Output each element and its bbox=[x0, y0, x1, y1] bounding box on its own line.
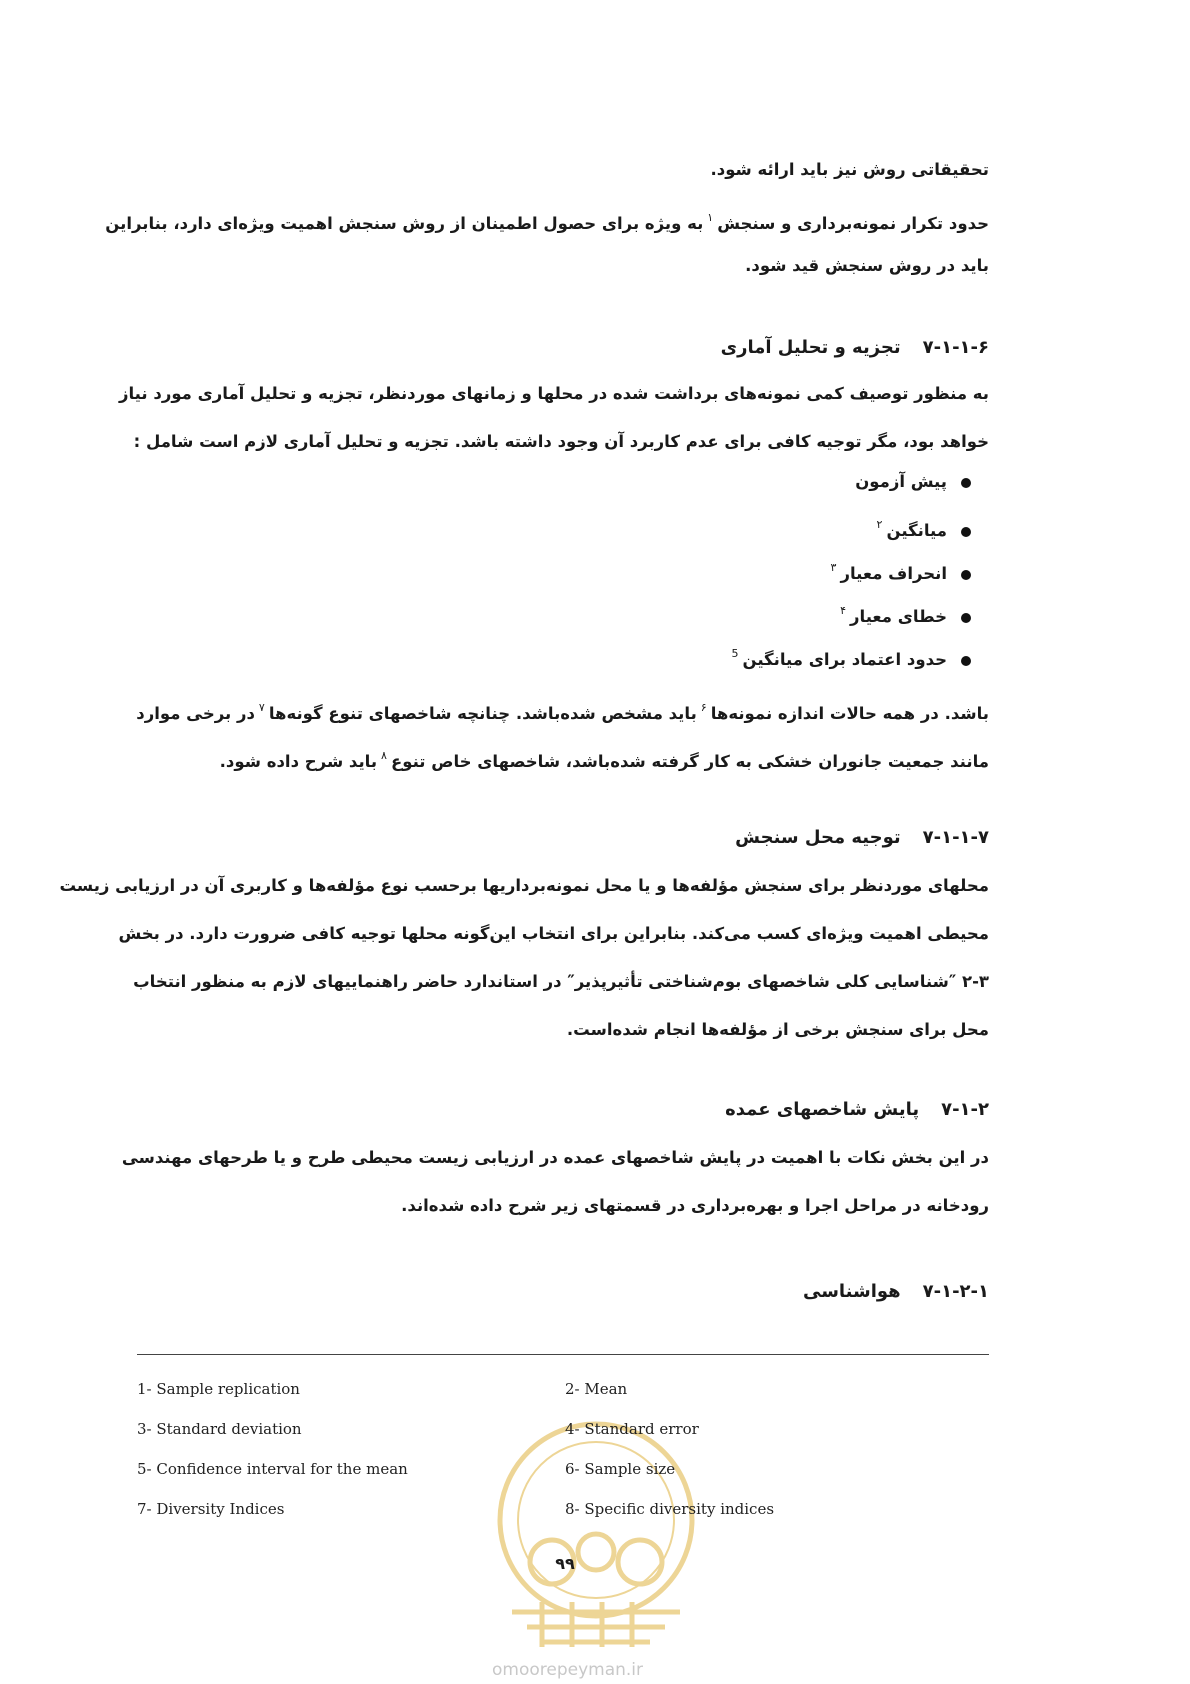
intro-paragraph bbox=[105, 146, 989, 290]
footnote-4: 4- Standard error bbox=[565, 1420, 699, 1438]
paragraph-616-cont bbox=[137, 684, 989, 780]
text-span: مانند جمعیت جانوران خشکی به کار گرفته شده‌باشد، شاخصهای خاص تنوع bbox=[390, 752, 989, 771]
intro-line-3: باید در روش سنجش قید شود. bbox=[745, 256, 989, 275]
watermark-logo-icon bbox=[482, 1412, 710, 1652]
footnote-3: 3- Standard deviation bbox=[137, 1420, 302, 1438]
intro-line-2b: به ویژه برای حصول اطمینان از روش سنجش اهمیت ویژه‌ای دارد، بنابراین bbox=[105, 214, 704, 233]
statistics-list bbox=[137, 460, 989, 675]
paragraph-617-line-4: محل برای سنجش برخی از مؤلفه‌ها انجام شده‌است. bbox=[566, 1020, 989, 1039]
list-item-text: میانگین bbox=[886, 521, 947, 540]
paragraph-617-line-3: ۲-۳ ″شناسایی کلی شاخصهای بوم‌شناختی تأثیرپذیر″ در استاندارد حاضر راهنماییهای لازم به منظور انتخاب bbox=[133, 972, 989, 991]
list-item-text: پیش آزمون bbox=[855, 472, 947, 491]
footnote-ref-1: ۱ bbox=[707, 211, 714, 224]
footnote-ref-7: ۷ bbox=[258, 701, 265, 714]
paragraph-72-line-1: در این بخش نکات با اهمیت در پایش شاخصهای عمده در ارزیابی زیست محیطی طرح و یا طرحهای مهندسی bbox=[121, 1148, 989, 1167]
footnote-ref-8: ۸ bbox=[381, 749, 387, 762]
watermark-url: omoorepeyman.ir bbox=[492, 1660, 644, 1680]
section-number-617: ۷-۱-۱-۷ bbox=[922, 827, 989, 848]
text-span: در برخی موارد bbox=[136, 704, 255, 723]
footnote-8: 8- Specific diversity indices bbox=[565, 1500, 775, 1518]
section-title-721: هواشناسی bbox=[802, 1281, 901, 1302]
footnote-6: 6- Sample size bbox=[565, 1460, 676, 1478]
intro-line-2a: حدود تکرار نمونه‌برداری و سنجش bbox=[717, 214, 989, 233]
footnote-2: 2- Mean bbox=[565, 1380, 628, 1398]
section-heading-616 bbox=[137, 328, 989, 368]
section-number-72: ۷-۱-۲ bbox=[941, 1099, 989, 1120]
bullet-icon bbox=[961, 527, 971, 537]
footnote-ref-6: ۶ bbox=[700, 701, 707, 714]
text-span: باید شرح داده شود. bbox=[219, 752, 378, 771]
bullet-icon bbox=[961, 478, 971, 488]
list-item-text: انحراف معیار bbox=[840, 564, 947, 583]
bullet-icon bbox=[961, 656, 971, 666]
paragraph-72 bbox=[121, 1134, 989, 1230]
list-item-text: خطای معیار bbox=[850, 607, 947, 626]
footnote-ref-4: ۴ bbox=[840, 604, 846, 617]
section-title-616: تجزیه و تحلیل آماری bbox=[720, 337, 901, 358]
footnote-divider bbox=[137, 1354, 989, 1355]
section-heading-721 bbox=[137, 1272, 989, 1312]
section-number-721: ۷-۱-۲-۱ bbox=[922, 1281, 989, 1302]
paragraph-617-line-1: محلهای موردنظر برای سنجش مؤلفه‌ها و یا محل نمونه‌برداریها برحسب نوع مؤلفه‌ها و کاربری آن در ارزیابی زیست bbox=[59, 876, 989, 895]
list-item bbox=[137, 503, 989, 546]
footnote-ref-5: 5 bbox=[731, 647, 739, 660]
footnote-5: 5- Confidence interval for the mean bbox=[137, 1460, 408, 1478]
paragraph-616-line-1: به منظور توصیف کمی نمونه‌های برداشت شده در محلها و زمانهای موردنظر، تجزیه و تحلیل آماری مورد نیاز bbox=[118, 384, 989, 403]
footnote-ref-2: ۲ bbox=[876, 518, 883, 531]
paragraph-616-cont-line-2 bbox=[137, 732, 989, 780]
page-number: ۹۹ bbox=[555, 1554, 575, 1573]
paragraph-616 bbox=[118, 370, 989, 466]
intro-line-2 bbox=[105, 194, 989, 242]
list-item bbox=[137, 546, 989, 589]
list-item-text: حدود اعتماد برای میانگین bbox=[742, 650, 947, 669]
paragraph-617-line-2: محیطی اهمیت ویژه‌ای کسب می‌کند. بنابراین برای انتخاب این‌گونه محلها توجیه کافی ضرورت دارد. در بخش bbox=[118, 924, 989, 943]
list-item bbox=[137, 589, 989, 632]
section-title-72: پایش شاخصهای عمده bbox=[725, 1099, 920, 1120]
paragraph-616-cont-line-1 bbox=[137, 684, 989, 732]
intro-line-1: تحقیقاتی روش نیز باید ارائه شود. bbox=[710, 160, 989, 179]
paragraph-616-line-2: خواهد بود، مگر توجیه کافی برای عدم کاربرد آن وجود داشته باشد. تجزیه و تحلیل آماری لازم است شامل : bbox=[133, 432, 989, 451]
bullet-icon bbox=[961, 570, 971, 580]
list-item bbox=[137, 632, 989, 675]
paragraph-617 bbox=[59, 862, 989, 1054]
section-number-616: ۷-۱-۱-۶ bbox=[922, 337, 989, 358]
footnote-ref-3: ۳ bbox=[830, 561, 837, 574]
list-item bbox=[137, 460, 989, 503]
section-title-617: توجیه محل سنجش bbox=[735, 827, 901, 848]
text-span: باید مشخص شده‌باشد. چنانچه شاخصهای تنوع گونه‌ها bbox=[268, 704, 697, 723]
section-heading-72 bbox=[137, 1090, 989, 1130]
paragraph-72-line-2: رودخانه در مراحل اجرا و بهره‌برداری در قسمتهای زیر شرح داده شده‌اند. bbox=[401, 1196, 989, 1215]
footnote-7: 7- Diversity Indices bbox=[137, 1500, 285, 1518]
bullet-icon bbox=[961, 613, 971, 623]
text-span: باشد. در همه حالات اندازه نمونه‌ها bbox=[710, 704, 989, 723]
section-heading-617 bbox=[137, 818, 989, 858]
footnote-1: 1- Sample replication bbox=[137, 1380, 300, 1398]
